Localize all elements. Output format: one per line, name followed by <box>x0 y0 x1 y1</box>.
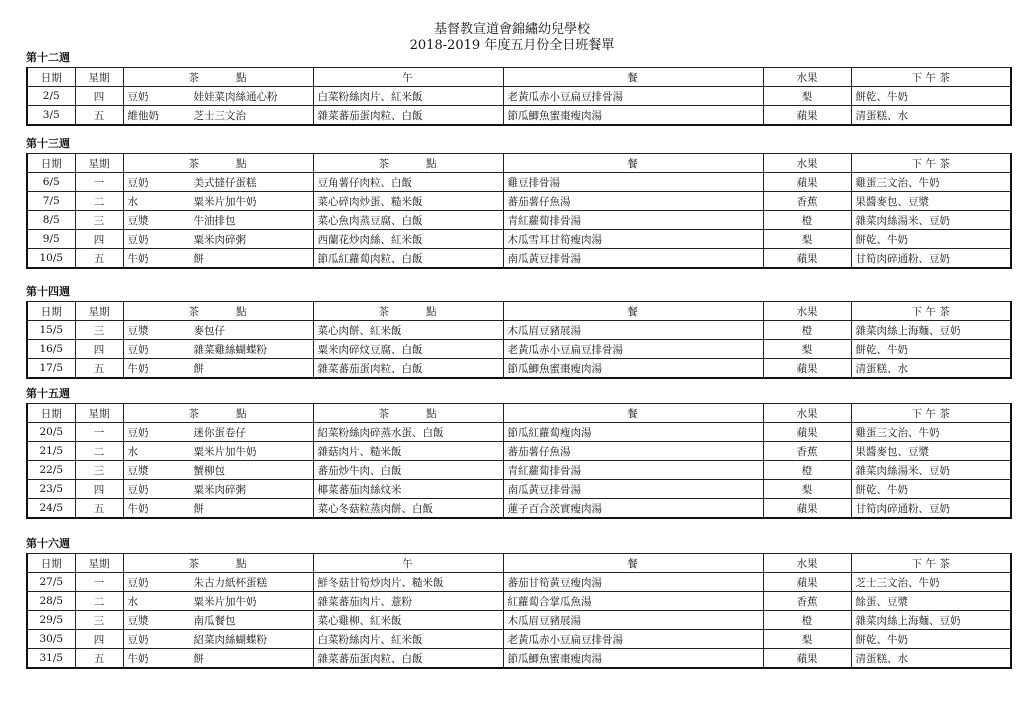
fruit-header: 水果 <box>763 68 851 87</box>
main-dish-cell: 紹菜粉絲肉碎蒸水蛋、白飯 <box>313 423 503 442</box>
fruit-cell: 橙 <box>763 321 851 340</box>
main-dish-cell: 雜菜蕃茄蛋肉粒、白飯 <box>313 359 503 379</box>
snack-cell <box>123 630 313 649</box>
drink-text: 水 <box>127 595 138 608</box>
snack-text: 朱古力紙杯蛋糕 <box>193 576 267 589</box>
fruit-cell: 香蕉 <box>763 192 851 211</box>
snack-text: 美式撻仔蛋糕 <box>193 176 257 189</box>
soup-cell: 蕃茄甘筍黃豆瘦肉湯 <box>503 573 763 592</box>
snack-text: 麥包仔 <box>193 324 225 337</box>
fruit-cell: 梨 <box>763 480 851 499</box>
weekday-cell: 三 <box>75 461 123 480</box>
drink-text: 豆漿 <box>127 464 149 477</box>
snack-cell <box>123 340 313 359</box>
date-cell: 30/5 <box>27 630 75 649</box>
date-cell: 9/5 <box>27 230 75 249</box>
main-dish-cell: 雜菜蕃茄蛋肉粒、白飯 <box>313 106 503 126</box>
main-dish-cell: 菜心碎肉炒蛋、糙米飯 <box>313 192 503 211</box>
header-row <box>27 302 1011 321</box>
afternoon-tea-cell: 果醬麥包、豆漿 <box>851 192 1011 211</box>
main-dish-cell: 西蘭花炒肉絲、紅米飯 <box>313 230 503 249</box>
table-row <box>27 106 1011 126</box>
table-row <box>27 649 1011 669</box>
main-dish-cell: 雜菜蕃茄肉片、薏粉 <box>313 592 503 611</box>
fruit-cell: 橙 <box>763 461 851 480</box>
snack-text: 餅 <box>193 502 204 515</box>
weekday-cell: 二 <box>75 592 123 611</box>
date-cell: 3/5 <box>27 106 75 126</box>
soup-cell: 青紅蘿蔔排骨湯 <box>503 461 763 480</box>
lunch-header-a: 茶 點 <box>313 154 503 173</box>
soup-cell: 蕃茄薯仔魚湯 <box>503 192 763 211</box>
menu-table <box>26 403 1012 519</box>
soup-cell: 青紅蘿蔔排骨湯 <box>503 211 763 230</box>
snack-text: 迷你蛋卷仔 <box>193 426 246 439</box>
weekday-cell: 二 <box>75 192 123 211</box>
lunch-header-a: 午 <box>313 68 503 87</box>
table-row <box>27 592 1011 611</box>
snack-cell <box>123 359 313 379</box>
fruit-cell: 蘋果 <box>763 173 851 192</box>
snack-text: 粟米片加牛奶 <box>193 595 257 608</box>
afternoon-tea-cell: 餅乾、牛奶 <box>851 340 1011 359</box>
fruit-cell: 梨 <box>763 340 851 359</box>
soup-cell: 木瓜雪耳甘筍瘦肉湯 <box>503 230 763 249</box>
lunch-header-b: 餐 <box>503 154 763 173</box>
soup-cell: 老黃瓜赤小豆扁豆排骨湯 <box>503 630 763 649</box>
date-header: 日期 <box>27 404 75 423</box>
snack-header: 茶 點 <box>123 154 313 173</box>
tea-header: 下 午 茶 <box>851 554 1011 573</box>
soup-cell: 節瓜鯽魚蜜棗瘦肉湯 <box>503 359 763 379</box>
main-dish-cell: 椰菜蕃茄肉絲炆米 <box>313 480 503 499</box>
snack-text: 粟米片加牛奶 <box>193 195 257 208</box>
week-label: 第十四週 <box>26 285 70 298</box>
table-row <box>27 340 1011 359</box>
drink-text: 豆奶 <box>127 343 149 356</box>
table-row <box>27 630 1011 649</box>
weekday-cell: 三 <box>75 321 123 340</box>
drink-text: 豆奶 <box>127 176 149 189</box>
afternoon-tea-cell: 雜菜肉絲上海麵、豆奶 <box>851 321 1011 340</box>
afternoon-tea-cell: 清蛋糕、水 <box>851 359 1011 379</box>
date-cell: 10/5 <box>27 249 75 269</box>
main-dish-cell: 菜心雞柳、紅米飯 <box>313 611 503 630</box>
snack-text: 粟米片加牛奶 <box>193 445 257 458</box>
snack-text: 南瓜餐包 <box>193 614 236 627</box>
drink-text: 豆奶 <box>127 576 149 589</box>
afternoon-tea-cell: 芝士三文治、牛奶 <box>851 573 1011 592</box>
lunch-header-a: 午 <box>313 554 503 573</box>
weekday-cell: 三 <box>75 211 123 230</box>
snack-text: 餅 <box>193 652 204 665</box>
menu-table <box>26 301 1012 379</box>
drink-text: 水 <box>127 195 138 208</box>
lunch-header-a: 茶 點 <box>313 404 503 423</box>
snack-text: 紹菜肉絲蝴蝶粉 <box>193 633 267 646</box>
tea-header: 下 午 茶 <box>851 302 1011 321</box>
header-row <box>27 68 1011 87</box>
soup-cell: 雞豆排骨湯 <box>503 173 763 192</box>
soup-cell: 節瓜鯽魚蜜棗瘦肉湯 <box>503 649 763 669</box>
lunch-header-b: 餐 <box>503 68 763 87</box>
table-row <box>27 321 1011 340</box>
fruit-cell: 蘋果 <box>763 649 851 669</box>
afternoon-tea-cell: 清蛋糕、水 <box>851 106 1011 126</box>
date-header: 日期 <box>27 154 75 173</box>
drink-text: 豆奶 <box>127 426 149 439</box>
fruit-cell: 蘋果 <box>763 423 851 442</box>
snack-cell <box>123 592 313 611</box>
week-label: 第十六週 <box>26 537 70 550</box>
fruit-cell: 香蕉 <box>763 442 851 461</box>
table-row <box>27 87 1011 106</box>
main-dish-cell: 雜菜蕃茄蛋肉粒、白飯 <box>313 649 503 669</box>
date-header: 日期 <box>27 302 75 321</box>
snack-cell <box>123 230 313 249</box>
date-cell: 28/5 <box>27 592 75 611</box>
table-row <box>27 192 1011 211</box>
fruit-cell: 梨 <box>763 230 851 249</box>
table-row <box>27 211 1011 230</box>
date-cell: 31/5 <box>27 649 75 669</box>
weekday-cell: 五 <box>75 249 123 269</box>
drink-text: 豆漿 <box>127 214 149 227</box>
afternoon-tea-cell: 清蛋糕、水 <box>851 649 1011 669</box>
snack-header: 茶 點 <box>123 404 313 423</box>
snack-cell <box>123 192 313 211</box>
table-row <box>27 499 1011 519</box>
snack-text: 牛油排包 <box>193 214 236 227</box>
afternoon-tea-cell: 餘蛋、豆漿 <box>851 592 1011 611</box>
fruit-cell: 蘋果 <box>763 499 851 519</box>
table-row <box>27 573 1011 592</box>
date-header: 日期 <box>27 554 75 573</box>
weekday-cell: 五 <box>75 106 123 126</box>
main-dish-cell: 菜心魚肉蒸豆腐、白飯 <box>313 211 503 230</box>
afternoon-tea-cell: 雜菜肉絲湯米、豆奶 <box>851 461 1011 480</box>
fruit-cell: 蘋果 <box>763 359 851 379</box>
table-row <box>27 480 1011 499</box>
main-dish-cell: 菜心冬菇粒蒸肉餅、白飯 <box>313 499 503 519</box>
date-cell: 29/5 <box>27 611 75 630</box>
table-row <box>27 461 1011 480</box>
drink-text: 豆奶 <box>127 633 149 646</box>
weekday-cell: 四 <box>75 630 123 649</box>
lunch-header-b: 餐 <box>503 404 763 423</box>
soup-cell: 老黃瓜赤小豆扁豆排骨湯 <box>503 340 763 359</box>
snack-text: 餅 <box>193 362 204 375</box>
snack-header: 茶 點 <box>123 68 313 87</box>
weekday-header: 星期 <box>75 554 123 573</box>
snack-text: 粟米肉碎粥 <box>193 233 246 246</box>
main-dish-cell: 粟米肉碎炆豆腐、白飯 <box>313 340 503 359</box>
weekday-cell: 四 <box>75 87 123 106</box>
date-cell: 7/5 <box>27 192 75 211</box>
date-cell: 16/5 <box>27 340 75 359</box>
drink-text: 牛奶 <box>127 252 149 265</box>
date-cell: 27/5 <box>27 573 75 592</box>
drink-text: 豆奶 <box>127 483 149 496</box>
weekday-header: 星期 <box>75 302 123 321</box>
soup-cell: 蕃茄薯仔魚湯 <box>503 442 763 461</box>
header-row <box>27 404 1011 423</box>
drink-text: 豆漿 <box>127 614 149 627</box>
date-header: 日期 <box>27 68 75 87</box>
menu-table <box>26 67 1012 126</box>
snack-text: 蟹柳包 <box>193 464 225 477</box>
snack-cell <box>123 211 313 230</box>
weekday-cell: 四 <box>75 340 123 359</box>
snack-cell <box>123 461 313 480</box>
header-row <box>27 554 1011 573</box>
afternoon-tea-cell: 雜菜肉絲上海麵、豆奶 <box>851 611 1011 630</box>
afternoon-tea-cell: 雞蛋三文治、牛奶 <box>851 423 1011 442</box>
weekday-cell: 二 <box>75 442 123 461</box>
drink-text: 水 <box>127 445 138 458</box>
lunch-header-b: 餐 <box>503 302 763 321</box>
main-dish-cell: 豆角薯仔肉粒、白飯 <box>313 173 503 192</box>
snack-cell <box>123 106 313 126</box>
header-row <box>27 154 1011 173</box>
snack-text: 粟米肉碎粥 <box>193 483 246 496</box>
snack-text: 餅 <box>193 252 204 265</box>
fruit-header: 水果 <box>763 302 851 321</box>
lunch-header-b: 餐 <box>503 554 763 573</box>
soup-cell: 木瓜眉豆豬展湯 <box>503 611 763 630</box>
soup-cell: 節瓜鯽魚蜜棗瘦肉湯 <box>503 106 763 126</box>
drink-text: 牛奶 <box>127 652 149 665</box>
menu-table <box>26 553 1012 669</box>
weekday-cell: 四 <box>75 230 123 249</box>
weekday-cell: 一 <box>75 573 123 592</box>
snack-cell <box>123 173 313 192</box>
snack-cell <box>123 442 313 461</box>
snack-header: 茶 點 <box>123 554 313 573</box>
tea-header: 下 午 茶 <box>851 68 1011 87</box>
soup-cell: 蓮子百合茨實瘦肉湯 <box>503 499 763 519</box>
afternoon-tea-cell: 餅乾、牛奶 <box>851 87 1011 106</box>
fruit-cell: 蘋果 <box>763 106 851 126</box>
date-cell: 22/5 <box>27 461 75 480</box>
fruit-cell: 蘋果 <box>763 573 851 592</box>
table-row <box>27 359 1011 379</box>
snack-cell <box>123 249 313 269</box>
snack-text: 娃娃菜肉絲通心粉 <box>193 90 278 103</box>
fruit-cell: 橙 <box>763 211 851 230</box>
fruit-cell: 梨 <box>763 87 851 106</box>
date-cell: 15/5 <box>27 321 75 340</box>
main-dish-cell: 鮮冬菇甘筍炒肉片、糙米飯 <box>313 573 503 592</box>
weekday-cell: 五 <box>75 649 123 669</box>
snack-cell <box>123 321 313 340</box>
drink-text: 牛奶 <box>127 362 149 375</box>
afternoon-tea-cell: 餅乾、牛奶 <box>851 230 1011 249</box>
week-label: 第十三週 <box>26 137 70 150</box>
table-row <box>27 230 1011 249</box>
weekday-cell: 一 <box>75 173 123 192</box>
weekday-header: 星期 <box>75 154 123 173</box>
weekday-cell: 三 <box>75 611 123 630</box>
weekday-header: 星期 <box>75 68 123 87</box>
snack-cell <box>123 499 313 519</box>
snack-text: 芝士三文治 <box>193 109 246 122</box>
fruit-cell: 梨 <box>763 630 851 649</box>
main-dish-cell: 白菜粉絲肉片、紅米飯 <box>313 630 503 649</box>
fruit-cell: 蘋果 <box>763 249 851 269</box>
weekday-cell: 五 <box>75 499 123 519</box>
date-cell: 24/5 <box>27 499 75 519</box>
main-dish-cell: 蕃茄炒牛肉、白飯 <box>313 461 503 480</box>
weekday-header: 星期 <box>75 404 123 423</box>
weekday-cell: 一 <box>75 423 123 442</box>
drink-text: 維他奶 <box>127 109 159 122</box>
weekday-cell: 四 <box>75 480 123 499</box>
afternoon-tea-cell: 果醬麥包、豆漿 <box>851 442 1011 461</box>
afternoon-tea-cell: 雜菜肉絲湯米、豆奶 <box>851 211 1011 230</box>
fruit-cell: 香蕉 <box>763 592 851 611</box>
date-cell: 20/5 <box>27 423 75 442</box>
snack-text: 雜菜雞絲蝴蝶粉 <box>193 343 267 356</box>
date-cell: 6/5 <box>27 173 75 192</box>
table-row <box>27 442 1011 461</box>
table-row <box>27 249 1011 269</box>
snack-cell <box>123 573 313 592</box>
afternoon-tea-cell: 甘筍肉碎通粉、豆奶 <box>851 249 1011 269</box>
afternoon-tea-cell: 餅乾、牛奶 <box>851 630 1011 649</box>
date-cell: 23/5 <box>27 480 75 499</box>
soup-cell: 木瓜眉豆豬展湯 <box>503 321 763 340</box>
snack-cell <box>123 649 313 669</box>
drink-text: 牛奶 <box>127 502 149 515</box>
drink-text: 豆奶 <box>127 233 149 246</box>
table-row <box>27 611 1011 630</box>
snack-cell <box>123 87 313 106</box>
drink-text: 豆漿 <box>127 324 149 337</box>
main-dish-cell: 雜菇肉片、糙米飯 <box>313 442 503 461</box>
tea-header: 下 午 茶 <box>851 404 1011 423</box>
fruit-header: 水果 <box>763 554 851 573</box>
table-row <box>27 173 1011 192</box>
afternoon-tea-cell: 甘筍肉碎通粉、豆奶 <box>851 499 1011 519</box>
date-cell: 21/5 <box>27 442 75 461</box>
snack-cell <box>123 423 313 442</box>
snack-header: 茶 點 <box>123 302 313 321</box>
menu-table <box>26 153 1012 269</box>
date-cell: 8/5 <box>27 211 75 230</box>
soup-cell: 南瓜黃豆排骨湯 <box>503 249 763 269</box>
snack-cell <box>123 480 313 499</box>
main-dish-cell: 節瓜紅蘿蔔肉粒、白飯 <box>313 249 503 269</box>
snack-cell <box>123 611 313 630</box>
table-row <box>27 423 1011 442</box>
week-label: 第十五週 <box>26 387 70 400</box>
fruit-cell: 橙 <box>763 611 851 630</box>
tea-header: 下 午 茶 <box>851 154 1011 173</box>
fruit-header: 水果 <box>763 154 851 173</box>
afternoon-tea-cell: 雞蛋三文治、牛奶 <box>851 173 1011 192</box>
date-cell: 17/5 <box>27 359 75 379</box>
soup-cell: 節瓜紅蘿蔔瘦肉湯 <box>503 423 763 442</box>
soup-cell: 老黃瓜赤小豆扁豆排骨湯 <box>503 87 763 106</box>
main-dish-cell: 菜心肉餅、紅米飯 <box>313 321 503 340</box>
school-title: 基督教宣道會錦繡幼兒學校 <box>433 22 590 37</box>
lunch-header-a: 茶 點 <box>313 302 503 321</box>
main-dish-cell: 白菜粉絲肉片、紅米飯 <box>313 87 503 106</box>
soup-cell: 南瓜黃豆排骨湯 <box>503 480 763 499</box>
menu-subtitle: 2018-2019 年度五月份全日班餐單 <box>409 38 615 53</box>
weekday-cell: 五 <box>75 359 123 379</box>
date-cell: 2/5 <box>27 87 75 106</box>
fruit-header: 水果 <box>763 404 851 423</box>
drink-text: 豆奶 <box>127 90 149 103</box>
week-label: 第十二週 <box>26 51 70 64</box>
afternoon-tea-cell: 餅乾、牛奶 <box>851 480 1011 499</box>
soup-cell: 紅蘿蔔合掌瓜魚湯 <box>503 592 763 611</box>
